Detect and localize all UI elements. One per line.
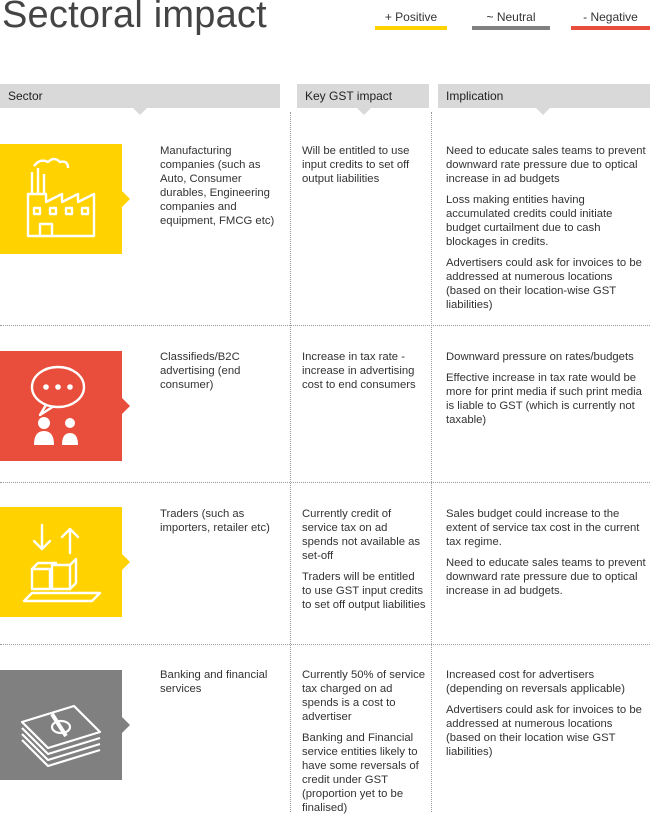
- column-header-impact: [297, 84, 429, 108]
- impact-text: Increase in tax rate - increase in advertising cost to end consumers: [302, 351, 416, 391]
- column-header-sector: [0, 84, 280, 108]
- implication-text: Increased cost for advertisers (depending on reversals applicable): [446, 669, 625, 695]
- sector-cell: Classifieds/B2C advertising (end consumer): [160, 351, 241, 391]
- sector-icon-tile: [0, 670, 122, 780]
- sector-icon-tile: [0, 351, 122, 461]
- legend-negative: [571, 10, 650, 24]
- column-header-impact-label: Key GST impact: [305, 89, 393, 103]
- implication-cell: [446, 350, 646, 434]
- legend-positive-label: + Positive: [384, 10, 438, 24]
- implication-cell: [446, 144, 646, 319]
- row-divider: [0, 325, 650, 326]
- trade-boxes-icon: [0, 507, 122, 617]
- impact-text: Traders will be entitled to use GST input credits to set off output liabilities: [302, 571, 426, 611]
- impact-cell: [302, 507, 426, 619]
- impact-cell: [302, 144, 426, 193]
- implication-text: Need to educate sales teams to prevent downward rate pressure due to optical increase in ad budgets: [446, 145, 646, 185]
- impact-cell: [302, 350, 426, 399]
- legend-negative-swatch: [571, 26, 650, 30]
- column-header-implication-label: Implication: [446, 89, 504, 103]
- legend-neutral-swatch: [472, 26, 550, 30]
- sector-cell: Banking and financial services: [160, 669, 268, 695]
- sector-cell: Manufacturing companies (such as Auto, Consumer durables, Engineering companies and equipment, FMCG etc): [160, 145, 275, 227]
- legend-neutral-label: ~ Neutral: [486, 10, 536, 24]
- page-title: Sectoral impact: [2, 0, 267, 36]
- implication-text: Advertisers could ask for invoices to be addressed at numerous locations (based on their location wise GST liabilities): [446, 704, 642, 758]
- legend-neutral: [472, 10, 550, 24]
- implication-text: Sales budget could increase to the extent of service tax cost in the current tax regime.: [446, 508, 640, 548]
- impact-cell: [302, 668, 426, 822]
- impact-text: Will be entitled to use input credits to set off output liabilities: [302, 145, 410, 185]
- impact-text: Banking and Financial service entities likely to have some reversals of credit under GST (proportion yet to be finalised): [302, 732, 419, 814]
- implication-cell: [446, 507, 646, 605]
- implication-text: Effective increase in tax rate would be more for print media if such print media is liable to GST (which is currently not taxable): [446, 372, 642, 426]
- column-header-sector-label: Sector: [8, 89, 43, 103]
- implication-text: Advertisers could ask for invoices to be addressed at numerous locations (based on their location-wise GST liabilities): [446, 257, 642, 311]
- impact-text: Currently credit of service tax on ad spends not available as set-off: [302, 508, 421, 562]
- sector-cell: Traders (such as importers, retailer etc): [160, 508, 270, 534]
- column-header-implication: [438, 84, 650, 108]
- column-divider: [290, 112, 291, 812]
- implication-text: Need to educate sales teams to prevent downward rate pressure due to optical increase in ad budgets.: [446, 557, 646, 597]
- sector-icon-tile: [0, 144, 122, 254]
- impact-text: Currently 50% of service tax charged on ad spends is a cost to advertiser: [302, 669, 426, 723]
- factory-icon: [0, 144, 122, 254]
- column-divider: [431, 112, 432, 812]
- legend-negative-label: - Negative: [583, 10, 638, 24]
- legend-positive-swatch: [375, 26, 447, 30]
- implication-text: Loss making entities having accumulated credits could initiate budget curtailment due to cash blockages in credits.: [446, 194, 613, 248]
- money-stack-icon: [0, 670, 122, 780]
- speech-bubble-people-icon: [0, 351, 122, 461]
- sector-icon-tile: [0, 507, 122, 617]
- legend-positive: [375, 10, 447, 24]
- row-divider: [0, 644, 650, 645]
- row-divider: [0, 482, 650, 483]
- implication-text: Downward pressure on rates/budgets: [446, 351, 634, 363]
- implication-cell: [446, 668, 646, 766]
